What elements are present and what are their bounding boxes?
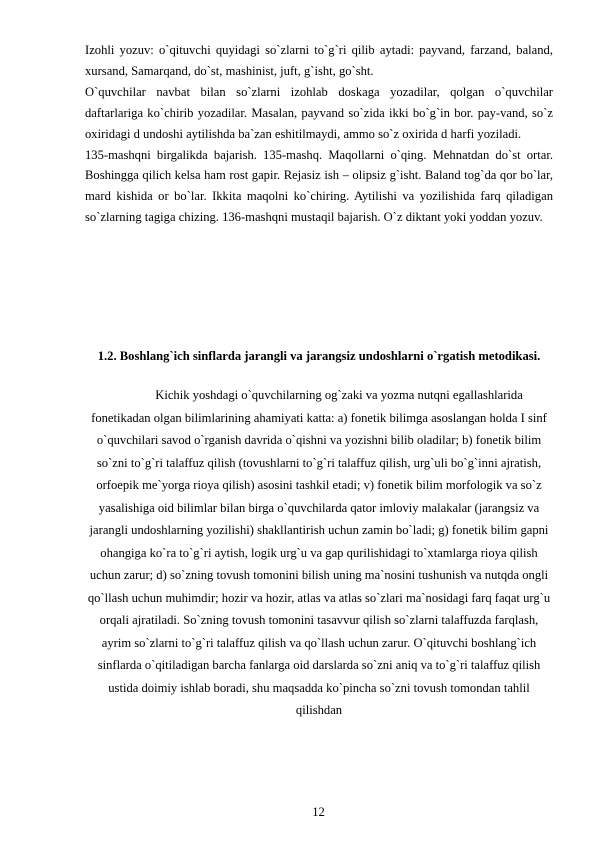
section-heading: 1.2. Boshlang`ich sinflarda jarangli va jarangsiz undoshlarni o`rgatish metodikasi. — [97, 349, 541, 363]
paragraph-izohli-yozuv: Izohli yozuv: o`qituvchi quyidagi so`zlarni to`g`ri qilib aytadi: payvand, farzand, baland, xursand, Samarqand, do`st, mashinist, juft, g`isht, go`sht. — [85, 43, 553, 78]
paragraph-oquvchilar-navbat: O`quvchilar navbat bilan so`zlarni izohlab doskaga yozadilar, qolgan o`quvchilar daftarlariga ko`chirib yozadilar. Masalan, payvand so`zida ikki bo`g`in bor. pay-vand, so`z oxiridagi d undoshi aytilishda ba`zan eshitilmaydi, ammo so`z oxirida d harfi yoziladi. — [85, 84, 553, 141]
body-text: Kichik yoshdagi o`quvchilarning og`zaki va yozma nutqni egallashlarida fonetikadan olgan bilimlarining ahamiyati katta: a) fonetik bilimga asoslangan holda I sinf o`quvchilari savod o`rganish davrida o`qishni va yozishni bilib oladilar; b) fonetik bilim so`zni to`g`ri talaffuz qilish (tovushlarni to`g`ri talaffuz qilish, urg`uli bo`g`inni ajratish, orfoepik me`yorga rioya qilish) asosini tashkil etadi; v) fonetik bilim morfologik va so`z yasalishiga oid bilimlar bilan birga o`quvchilarda qator imloviy malakalar (jarangsiz va jarangli undoshlarning yozilishi) shakllantirish uchun zamin bo`ladi; g) fonetik bilim gapni ohangiga ko`ra to`g`ri aytish, logik urg`u va gap qurilishidagi to`xtamlarga rioya qilish uchun zarur; d) so`zning tovush tomonini bilish uning ma`nosini tushunish va nutqda ongli qo`llash uchun muhimdir; hozir va hozir, atlas va atlas so`zlari ma`nosidagi farq faqat urg`u orqali ajratiladi. So`zning tovush tomonini tasavvur qilish so`zlarni talaffuzda farqlash, ayrim so`zlarni to`g`ri talaffuz qilish va qo`llash uchun zarur. O`qituvchi boshlang`ich sinflarda o`qitiladigan barcha fanlarga oid darslarda so`zni aniq va to`g`ri talaffuz qilish ustida doimiy ishlab boradi, shu maqsadda ko`pincha so`zni tovush tomondan tahlil qilishdan — [87, 388, 551, 717]
body-paragraph — [85, 384, 553, 722]
page-number: 12 — [312, 805, 325, 819]
intro-paragraphs — [85, 40, 553, 228]
paragraph-135-mashq: 135-mashqni birgalikda bajarish. 135-mashq. Maqollarni o`qing. Mehnatdan do`st ortar. Boshingga qilich kelsa ham rost gapir. Rejasiz ish – olipsiz g`isht. Baland tog`da qor bo`lar, mard kishida or bo`lar. Ikkita maqolni ko`chiring. Aytilishi va yozilishida farq qiladigan so`zlarning tagiga chizing. 136-mashqni mustaqil bajarish. O`z diktant yoki yoddan yozuv. — [85, 147, 553, 225]
